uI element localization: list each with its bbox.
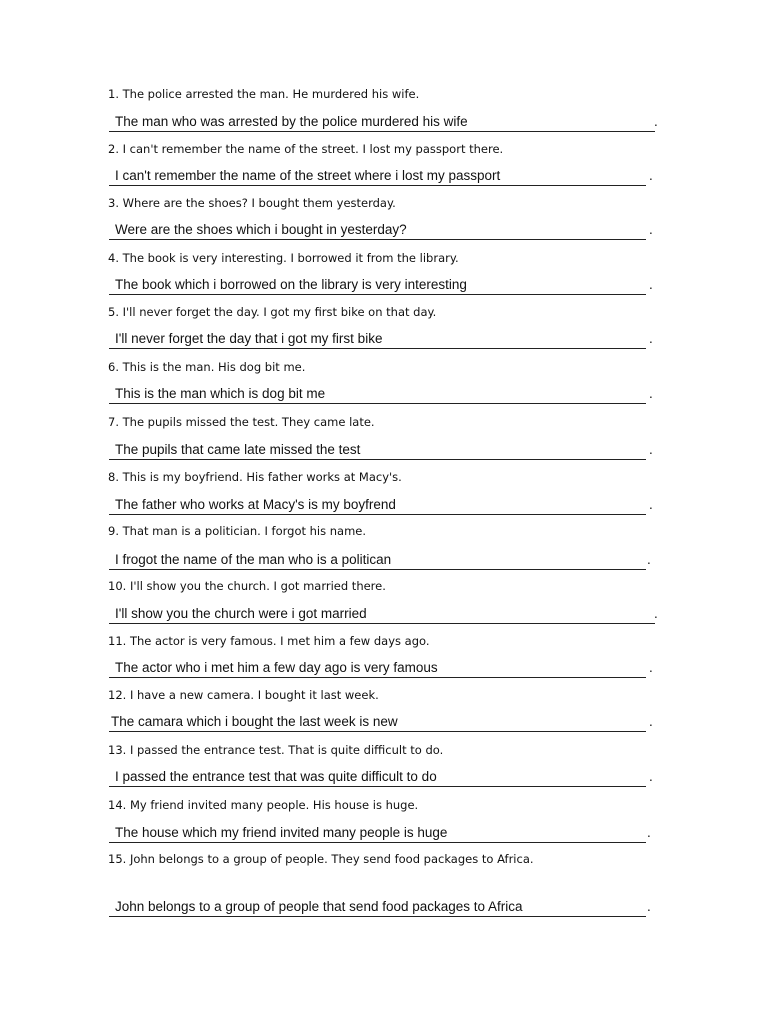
question-11-prompt: 11. The actor is very famous. I met him a few days ago. (108, 634, 430, 648)
answer-9-period: . (647, 552, 651, 567)
question-13-prompt: 13. I passed the entrance test. That is quite difficult to do. (108, 743, 444, 757)
answer-1-text: The man who was arrested by the police murdered his wife (115, 114, 468, 129)
question-3-prompt: 3. Where are the shoes? I bought them yesterday. (108, 196, 396, 210)
answer-2-period: . (649, 168, 653, 183)
answer-15-period: . (647, 899, 651, 914)
answer-3-text: Were are the shoes which i bought in yesterday? (115, 222, 407, 237)
answer-7-period: . (649, 442, 653, 457)
answer-8-text: The father who works at Macy's is my boyfrend (115, 497, 396, 512)
answer-4-text: The book which i borrowed on the library is very interesting (115, 277, 467, 292)
question-8-prompt: 8. This is my boyfriend. His father works at Macy's. (108, 470, 402, 484)
answer-10-period: . (654, 606, 658, 621)
question-6-prompt: 6. This is the man. His dog bit me. (108, 360, 306, 374)
answer-8-period: . (649, 497, 653, 512)
answer-14-text: The house which my friend invited many people is huge (115, 825, 448, 840)
answer-3-period: . (649, 222, 653, 237)
answer-2-text: I can't remember the name of the street where i lost my passport (115, 168, 501, 183)
answer-7-text: The pupils that came late missed the test (115, 442, 361, 457)
answer-12-period: . (649, 714, 653, 729)
answer-6-text: This is the man which is dog bit me (115, 386, 326, 401)
answer-15-text: John belongs to a group of people that send food packages to Africa (115, 899, 523, 914)
answer-6-period: . (649, 386, 653, 401)
question-15-prompt: 15. John belongs to a group of people. They send food packages to Africa. (108, 852, 534, 866)
question-1-prompt: 1. The police arrested the man. He murdered his wife. (108, 87, 420, 101)
answer-4-period: . (649, 277, 653, 292)
answer-5-period: . (649, 331, 653, 346)
answer-12-text: The camara which i bought the last week is new (111, 714, 398, 729)
question-7-prompt: 7. The pupils missed the test. They came late. (108, 415, 375, 429)
answer-1-period: . (654, 114, 658, 129)
answer-5-text: I'll never forget the day that i got my first bike (115, 331, 383, 346)
answer-10-text: I'll show you the church were i got married (115, 606, 367, 621)
answer-13-text: I passed the entrance test that was quite difficult to do (115, 769, 437, 784)
question-14-prompt: 14. My friend invited many people. His house is huge. (108, 798, 419, 812)
question-5-prompt: 5. I'll never forget the day. I got my first bike on that day. (108, 305, 437, 319)
question-4-prompt: 4. The book is very interesting. I borrowed it from the library. (108, 251, 459, 265)
question-9-prompt: 9. That man is a politician. I forgot his name. (108, 524, 367, 538)
answer-11-text: The actor who i met him a few day ago is very famous (115, 660, 438, 675)
question-12-prompt: 12. I have a new camera. I bought it last week. (108, 688, 379, 702)
question-10-prompt: 10. I'll show you the church. I got married there. (108, 579, 386, 593)
answer-13-period: . (649, 769, 653, 784)
answer-11-period: . (649, 660, 653, 675)
answer-14-period: . (647, 825, 651, 840)
answer-9-text: I frogot the name of the man who is a politican (115, 552, 392, 567)
question-2-prompt: 2. I can't remember the name of the street. I lost my passport there. (108, 142, 504, 156)
